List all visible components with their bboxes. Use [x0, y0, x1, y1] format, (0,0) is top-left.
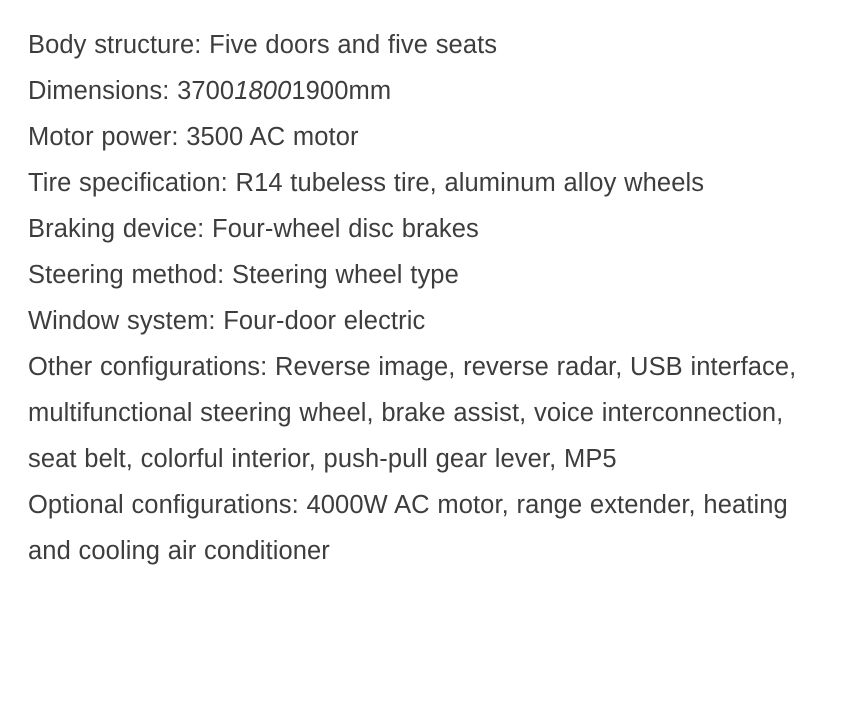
spec-line-braking-device: Braking device: Four-wheel disc brakes — [28, 215, 479, 243]
spec-line-steering-method: Steering method: Steering wheel type — [28, 261, 459, 289]
dimensions-prefix: Dimensions: 3700 — [28, 77, 235, 105]
spec-line-dimensions — [28, 68, 818, 114]
spec-line-motor-power: Motor power: 3500 AC motor — [28, 123, 359, 151]
dimensions-suffix: 1900mm — [291, 77, 392, 105]
spec-line-other-configurations: Other configurations: Reverse image, reverse radar, USB interface, multifunctional steering wheel, brake assist, voice interconnection, seat belt, colorful interior, push-pull gear lever, MP5 — [28, 353, 805, 473]
spec-line-tire-specification: Tire specification: R14 tubeless tire, aluminum alloy wheels — [28, 169, 705, 197]
spec-line-window-system: Window system: Four-door electric — [28, 307, 426, 335]
dimensions-italic-value: 1800 — [234, 77, 292, 105]
spec-line-optional-configurations: Optional configurations: 4000W AC motor, range extender, heating and cooling air conditioner — [28, 491, 796, 565]
spec-line-body-structure: Body structure: Five doors and five seats — [28, 31, 498, 59]
